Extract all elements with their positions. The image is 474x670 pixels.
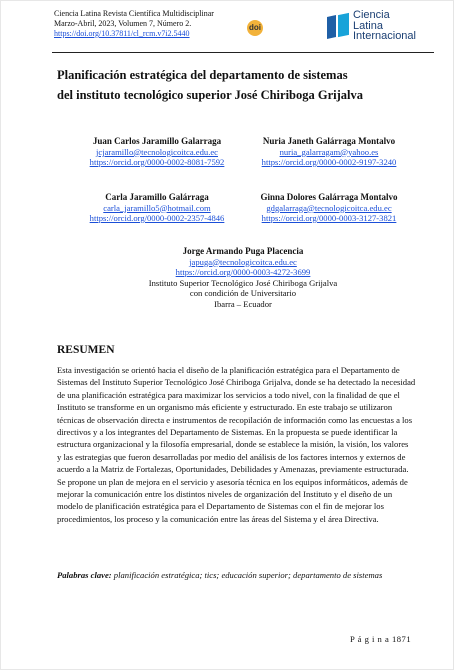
journal-name: Ciencia Latina Revista Científica Multidisciplinar xyxy=(54,9,214,18)
author-3: Carla Jaramillo Galárraga carla_jaramillo5@hotmail.com https://orcid.org/0000-0002-2357-4846 xyxy=(57,192,257,224)
author-4: Ginna Dolores Galárraga Montalvo gdgalarraga@tecnologicoitca.edu.ec https://orcid.org/0000-0003-3127-3821 xyxy=(229,192,429,224)
author-1: Juan Carlos Jaramillo Galarraga jcjaramillo@tecnologicoitca.edu.ec https://orcid.org/0000-0002-8081-7592 xyxy=(57,136,257,168)
abstract-heading: RESUMEN xyxy=(57,344,115,356)
affiliation-institute: Instituto Superior Tecnológico José Chiriboga Grijalva xyxy=(148,277,338,288)
author-email-link[interactable]: japuga@tecnologicoitca.edu.ec xyxy=(189,256,297,267)
abstract-body: Esta investigación se orientó hacia el diseño de la planificación estratégica para el Departamento de Sistemas del Instituto Superior Tecnológico José Chiriboga Grijalva, donde se ha detectado la necesidad de una planificación estratégica para maximizar los servicios a todo nivel, con la finalidad de que el Instituto se transforme en un organismo más eficiente y estructurado. En este trabajo se utilizaron técnicas de observación directa e instrumentos de recopilación de información como las encuestas a los directivos y a los integrantes del Departamento de Sistemas. En la propuesta se puede identificar la estructura organizacional y la filosofía empresarial, donde se establece la misión, la visión, los valores y las estrategias que fueron desarrolladas por medio del análisis de los factores internos y externos de acuerdo a la Matriz de Fortalezas, Oportunidades, Debilidades y Amenazas, previamente estructurada. Se propone un plan de mejora en el servicio y asesoría técnica en los equipos informáticos, además de mejorar la comunicación entre los distintos niveles de organización del Instituto y el diseño de un modelo de planificación estratégica para el Departamento de Sistemas con el fin de mejorar los procedimientos, los proceso y la comunicación entre las áreas del Sistema y el área Directiva. xyxy=(57,365,416,524)
ciencia-latina-logo xyxy=(327,10,437,44)
journal-header xyxy=(54,9,434,55)
page-number: P á g i n a 1871 xyxy=(350,634,412,644)
affiliation-location: Ibarra – Ecuador xyxy=(214,298,272,309)
journal-issue: Marzo-Abril, 2023, Volumen 7, Número 2. xyxy=(54,19,192,28)
author-email-link[interactable]: carla_jaramillo5@hotmail.com xyxy=(103,202,211,213)
author-email-link[interactable]: jcjaramillo@tecnologicoitca.edu.ec xyxy=(96,146,218,157)
keywords-label: Palabras clave: xyxy=(57,570,112,580)
paper-title: Planificación estratégica del departamento de sistemas del instituto tecnológico superior José Chiriboga Grijalva xyxy=(57,68,364,102)
book-logo-icon xyxy=(327,12,351,40)
author-orcid-link[interactable]: https://orcid.org/0000-0002-2357-4846 xyxy=(89,213,225,223)
doi-link[interactable]: https://doi.org/10.37811/cl_rcm.v7i2.5440 xyxy=(54,29,190,38)
keywords xyxy=(57,570,429,580)
header-divider xyxy=(52,52,434,53)
author-2: Nuria Janeth Galárraga Montalvo nuria_galarragam@yahoo.es https://orcid.org/0000-0002-9197-3240 xyxy=(229,136,429,168)
page-side-strip xyxy=(453,0,474,670)
author-orcid-link[interactable]: https://orcid.org/0000-0002-9197-3240 xyxy=(261,157,397,167)
author-email-link[interactable]: gdgalarraga@tecnologicoitca.edu.ec xyxy=(266,202,392,213)
author-orcid-link[interactable]: https://orcid.org/0000-0003-4272-3699 xyxy=(175,267,311,277)
keywords-text: planificación estratégica; tics; educación superior; departamento de sistemas xyxy=(111,570,383,580)
logo-text: Ciencia Latina Internacional xyxy=(353,9,416,42)
journal-citation xyxy=(54,9,214,39)
author-email-link[interactable]: nuria_galarragam@yahoo.es xyxy=(279,146,379,157)
author-orcid-link[interactable]: https://orcid.org/0000-0003-3127-3821 xyxy=(261,213,397,223)
author-orcid-link[interactable]: https://orcid.org/0000-0002-8081-7592 xyxy=(89,157,225,167)
affiliation-status: con condición de Universitario xyxy=(189,288,297,298)
author-5: Jorge Armando Puga Placencia japuga@tecnologicoitca.edu.ec https://orcid.org/0000-0003-4272-3699 Instituto Superior Tecnológico José Chiriboga Grijalva con condición de Universitario Ibarra – Ecuador xyxy=(143,246,343,309)
doi-badge-icon: doi xyxy=(247,20,263,36)
